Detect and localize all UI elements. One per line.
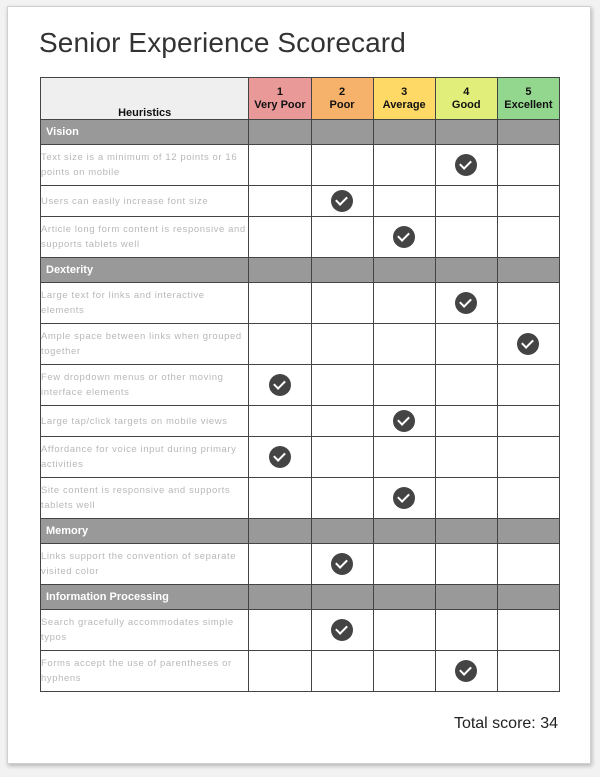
table-row bbox=[41, 478, 560, 519]
section-cell bbox=[435, 519, 497, 544]
rating-cell-4 bbox=[435, 365, 497, 406]
rating-cell-4 bbox=[435, 406, 497, 437]
rating-number: 2 bbox=[338, 85, 346, 98]
rating-cell-1 bbox=[249, 651, 311, 692]
section-cell bbox=[373, 585, 435, 610]
check-icon bbox=[331, 553, 353, 575]
section-cell bbox=[249, 258, 311, 283]
scorecard-table bbox=[40, 77, 560, 692]
rating-cell-2 bbox=[311, 186, 373, 217]
rating-cell-1 bbox=[249, 478, 311, 519]
section-label: Vision bbox=[41, 120, 249, 145]
rating-cell-2 bbox=[311, 610, 373, 651]
rating-cell-1 bbox=[249, 283, 311, 324]
header-row bbox=[41, 78, 560, 120]
check-icon bbox=[331, 190, 353, 212]
check-icon bbox=[393, 487, 415, 509]
section-label: Information Processing bbox=[41, 585, 249, 610]
rating-number: 4 bbox=[463, 85, 470, 98]
check-icon bbox=[455, 660, 477, 682]
section-cell bbox=[311, 120, 373, 145]
check-icon bbox=[393, 410, 415, 432]
rating-label: Very Poor bbox=[254, 98, 306, 111]
section-cell bbox=[373, 258, 435, 283]
section-cell bbox=[497, 258, 559, 283]
check-icon bbox=[393, 226, 415, 248]
page-title: Senior Experience Scorecard bbox=[39, 27, 406, 58]
rating-cell-3 bbox=[373, 186, 435, 217]
rating-cell-1 bbox=[249, 324, 311, 365]
section-cell bbox=[435, 120, 497, 145]
rating-cell-3 bbox=[373, 610, 435, 651]
rating-cell-4 bbox=[435, 544, 497, 585]
section-cell bbox=[311, 258, 373, 283]
section-cell bbox=[249, 120, 311, 145]
rating-label: Average bbox=[382, 98, 426, 111]
table-row bbox=[41, 437, 560, 478]
rating-cell-1 bbox=[249, 186, 311, 217]
rating-cell-4 bbox=[435, 610, 497, 651]
rating-header-2 bbox=[311, 78, 373, 120]
section-cell bbox=[497, 519, 559, 544]
section-cell bbox=[497, 585, 559, 610]
rating-cell-1 bbox=[249, 544, 311, 585]
rating-cell-3 bbox=[373, 544, 435, 585]
table-row bbox=[41, 324, 560, 365]
rating-label: Poor bbox=[329, 98, 355, 111]
rating-cell-5 bbox=[497, 651, 559, 692]
table-row bbox=[41, 651, 560, 692]
heuristic-text: Forms accept the use of parentheses or hyphens bbox=[41, 651, 249, 692]
table-row bbox=[41, 145, 560, 186]
table-row bbox=[41, 283, 560, 324]
table-row bbox=[41, 217, 560, 258]
rating-label: Excellent bbox=[504, 98, 553, 111]
rating-cell-2 bbox=[311, 217, 373, 258]
section-cell bbox=[249, 585, 311, 610]
rating-cell-5 bbox=[497, 145, 559, 186]
section-cell bbox=[311, 585, 373, 610]
rating-cell-3 bbox=[373, 283, 435, 324]
rating-cell-5 bbox=[497, 437, 559, 478]
table-row bbox=[41, 186, 560, 217]
check-icon bbox=[269, 446, 291, 468]
check-icon bbox=[517, 333, 539, 355]
section-cell bbox=[249, 519, 311, 544]
total-score: Total score: 34 bbox=[453, 715, 558, 732]
rating-cell-2 bbox=[311, 324, 373, 365]
check-icon bbox=[331, 619, 353, 641]
rating-cell-5 bbox=[497, 365, 559, 406]
section-cell bbox=[435, 258, 497, 283]
rating-cell-2 bbox=[311, 437, 373, 478]
section-cell bbox=[373, 519, 435, 544]
rating-cell-2 bbox=[311, 544, 373, 585]
rating-cell-4 bbox=[435, 283, 497, 324]
section-row bbox=[41, 258, 560, 283]
rating-cell-2 bbox=[311, 365, 373, 406]
rating-cell-4 bbox=[435, 651, 497, 692]
rating-number: 5 bbox=[525, 85, 532, 98]
rating-cell-5 bbox=[497, 186, 559, 217]
section-label: Dexterity bbox=[41, 258, 249, 283]
rating-cell-1 bbox=[249, 437, 311, 478]
rating-cell-3 bbox=[373, 478, 435, 519]
heuristics-header: Heuristics bbox=[41, 78, 249, 120]
rating-cell-3 bbox=[373, 406, 435, 437]
heuristic-text: Text size is a minimum of 12 points or 16 points on mobile bbox=[41, 145, 249, 186]
rating-cell-4 bbox=[435, 478, 497, 519]
section-cell bbox=[373, 120, 435, 145]
table-row bbox=[41, 544, 560, 585]
rating-cell-3 bbox=[373, 324, 435, 365]
rating-cell-5 bbox=[497, 406, 559, 437]
section-row bbox=[41, 120, 560, 145]
rating-cell-5 bbox=[497, 544, 559, 585]
rating-cell-5 bbox=[497, 324, 559, 365]
table-row bbox=[41, 406, 560, 437]
check-icon bbox=[455, 292, 477, 314]
heuristic-text: Site content is responsive and supports tablets well bbox=[41, 478, 249, 519]
scorecard-page bbox=[7, 6, 591, 764]
rating-cell-4 bbox=[435, 324, 497, 365]
rating-cell-3 bbox=[373, 145, 435, 186]
check-icon bbox=[269, 374, 291, 396]
table-row bbox=[41, 610, 560, 651]
rating-cell-2 bbox=[311, 478, 373, 519]
rating-number: 3 bbox=[401, 85, 408, 98]
section-row bbox=[41, 585, 560, 610]
rating-cell-4 bbox=[435, 145, 497, 186]
rating-number: 1 bbox=[276, 85, 283, 98]
rating-cell-1 bbox=[249, 217, 311, 258]
rating-cell-1 bbox=[249, 145, 311, 186]
heuristic-text: Few dropdown menus or other moving interface elements bbox=[41, 365, 249, 406]
rating-cell-3 bbox=[373, 437, 435, 478]
table-row bbox=[41, 365, 560, 406]
rating-cell-4 bbox=[435, 217, 497, 258]
heuristic-text: Search gracefully accommodates simple typos bbox=[41, 610, 249, 651]
rating-cell-4 bbox=[435, 186, 497, 217]
rating-cell-3 bbox=[373, 365, 435, 406]
rating-cell-5 bbox=[497, 283, 559, 324]
heuristic-text: Large text for links and interactive elements bbox=[41, 283, 249, 324]
rating-cell-2 bbox=[311, 145, 373, 186]
rating-label: Good bbox=[451, 98, 481, 111]
section-label: Memory bbox=[41, 519, 249, 544]
check-icon bbox=[455, 154, 477, 176]
rating-cell-3 bbox=[373, 217, 435, 258]
rating-header-1 bbox=[249, 78, 311, 120]
heuristic-text: Links support the convention of separate visited color bbox=[41, 544, 249, 585]
rating-cell-5 bbox=[497, 217, 559, 258]
heuristic-text: Large tap/click targets on mobile views bbox=[41, 406, 249, 437]
section-cell bbox=[497, 120, 559, 145]
rating-cell-1 bbox=[249, 365, 311, 406]
section-cell bbox=[435, 585, 497, 610]
heuristic-text: Article long form content is responsive and supports tablets well bbox=[41, 217, 249, 258]
rating-cell-2 bbox=[311, 283, 373, 324]
rating-cell-5 bbox=[497, 610, 559, 651]
rating-cell-4 bbox=[435, 437, 497, 478]
section-cell bbox=[311, 519, 373, 544]
rating-cell-3 bbox=[373, 651, 435, 692]
rating-cell-2 bbox=[311, 651, 373, 692]
rating-header-4 bbox=[435, 78, 497, 120]
rating-cell-5 bbox=[497, 478, 559, 519]
rating-cell-1 bbox=[249, 610, 311, 651]
heuristic-text: Ample space between links when grouped together bbox=[41, 324, 249, 365]
rating-header-5 bbox=[497, 78, 559, 120]
rating-cell-2 bbox=[311, 406, 373, 437]
section-row bbox=[41, 519, 560, 544]
heuristic-text: Users can easily increase font size bbox=[41, 186, 249, 217]
heuristic-text: Affordance for voice input during primary activities bbox=[41, 437, 249, 478]
rating-header-3 bbox=[373, 78, 435, 120]
rating-cell-1 bbox=[249, 406, 311, 437]
